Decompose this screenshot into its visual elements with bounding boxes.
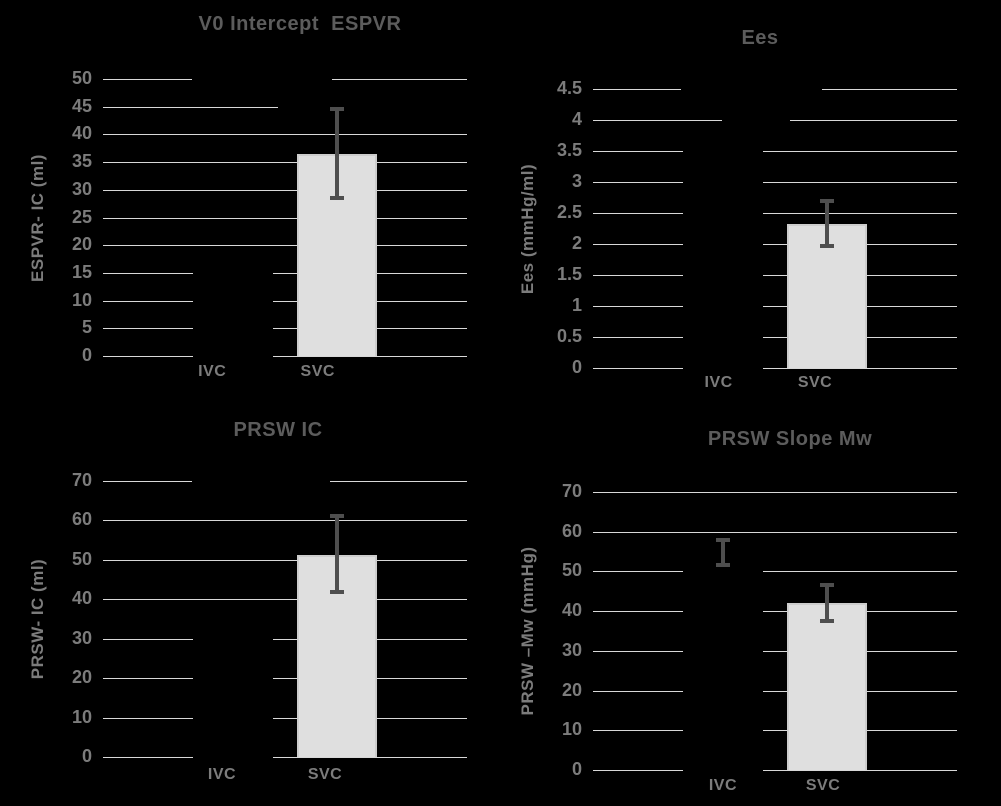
error-bar-cap-svc	[820, 583, 834, 587]
y-tick-label: 10	[561, 719, 582, 739]
error-bar-line-svc	[825, 199, 829, 248]
error-bar-cap-ivc	[716, 563, 730, 567]
y-tick-label: 70	[561, 481, 582, 501]
gridline	[103, 718, 467, 719]
gridline	[593, 306, 957, 307]
y-tick-label: 40	[71, 588, 92, 608]
y-tick-label: 10	[71, 707, 92, 727]
gridline	[593, 611, 957, 612]
error-bar-cap-svc	[820, 619, 834, 623]
y-tick-label: 2	[571, 233, 582, 253]
gridline	[593, 213, 957, 214]
y-tick-label: 4	[571, 109, 582, 129]
y-axis-label: PRSW –Mw (mmHg)	[518, 546, 537, 716]
error-bar-cap-svc	[820, 244, 834, 248]
x-category-label-ivc: IVC	[207, 766, 237, 783]
gridline	[103, 520, 467, 521]
x-category-label-ivc: IVC	[198, 363, 227, 380]
y-tick-label: 35	[71, 151, 92, 171]
gridline	[103, 678, 467, 679]
chart-panel-2	[500, 0, 1001, 400]
error-bar-cap-svc	[820, 199, 834, 203]
y-axis-label: PRSW- IC (ml)	[28, 558, 47, 680]
gridline-gap	[192, 78, 332, 81]
gridline	[593, 275, 957, 276]
bar-svc	[787, 603, 867, 770]
gridline	[103, 273, 467, 274]
y-tick-label: 1.5	[556, 264, 582, 284]
y-tick-label: 2.5	[556, 202, 582, 222]
gridline	[593, 730, 957, 731]
y-tick-label: 0.5	[556, 326, 582, 346]
y-axis-label: ESPVR- IC (ml)	[28, 153, 47, 282]
error-bar-cap-ivc	[716, 538, 730, 542]
chart-panel-3	[0, 400, 500, 806]
y-tick-label: 3	[571, 171, 582, 191]
y-tick-label: 0	[81, 746, 92, 766]
y-tick-label: 45	[71, 96, 92, 116]
error-bar-line-svc	[825, 583, 829, 623]
gridline	[103, 190, 467, 191]
hidden-ivc-bar-gap	[193, 267, 273, 357]
hidden-ivc-bar-gap	[193, 631, 273, 758]
chart-title: PRSW IC	[233, 419, 323, 441]
gridline	[593, 368, 957, 369]
gridline-gap	[278, 106, 467, 109]
y-tick-label: 40	[561, 600, 582, 620]
error-bar-cap-svc	[330, 196, 344, 200]
y-tick-label: 50	[71, 68, 92, 88]
gridline	[593, 651, 957, 652]
x-category-label-svc: SVC	[805, 777, 841, 794]
y-tick-label: 30	[561, 640, 582, 660]
error-bar-cap-svc	[330, 590, 344, 594]
chart-title: V0 Intercept ESPVR	[198, 13, 402, 35]
gridline	[593, 337, 957, 338]
y-tick-label: 70	[71, 470, 92, 490]
gridline	[593, 770, 957, 771]
gridline	[103, 356, 467, 357]
y-tick-label: 3.5	[556, 140, 582, 160]
y-tick-label: 20	[71, 234, 92, 254]
gridline	[593, 151, 957, 152]
y-tick-label: 25	[71, 207, 92, 227]
y-tick-label: 50	[71, 549, 92, 569]
y-tick-label: 0	[571, 357, 582, 377]
gridline-gap	[192, 480, 330, 483]
gridline	[103, 162, 467, 163]
y-tick-label: 0	[81, 345, 92, 365]
y-tick-label: 15	[71, 262, 92, 282]
y-tick-label: 10	[71, 290, 92, 310]
y-tick-label: 40	[71, 123, 92, 143]
y-tick-label: 60	[71, 509, 92, 529]
x-category-label-svc: SVC	[307, 766, 343, 783]
chart-panel-1	[0, 0, 500, 400]
gridline	[593, 492, 957, 493]
gridline	[103, 245, 467, 246]
gridline	[103, 639, 467, 640]
chart-title: Ees	[741, 27, 779, 49]
gridline-gap	[681, 88, 822, 91]
gridline	[103, 301, 467, 302]
gridline-gap	[722, 119, 790, 122]
gridline	[593, 691, 957, 692]
x-category-label-ivc: IVC	[704, 374, 733, 391]
x-category-label-svc: SVC	[797, 374, 833, 391]
y-tick-label: 0	[571, 759, 582, 779]
y-tick-label: 4.5	[556, 78, 582, 98]
y-tick-label: 1	[571, 295, 582, 315]
x-category-label-ivc: IVC	[708, 777, 738, 794]
error-bar-line-svc	[335, 514, 339, 594]
gridline	[593, 532, 957, 533]
y-tick-label: 5	[81, 317, 92, 337]
y-tick-label: 30	[71, 179, 92, 199]
chart-title: PRSW Slope Mw	[707, 428, 873, 450]
gridline	[103, 134, 467, 135]
gridline	[103, 560, 467, 561]
gridline	[103, 757, 467, 758]
gridline	[593, 244, 957, 245]
y-tick-label: 20	[71, 667, 92, 687]
error-bar-line-svc	[335, 107, 339, 200]
y-tick-label: 20	[561, 680, 582, 700]
error-bar-cap-svc	[330, 514, 344, 518]
gridline	[103, 328, 467, 329]
y-tick-label: 30	[71, 628, 92, 648]
x-category-label-svc: SVC	[300, 363, 335, 380]
gridline	[103, 599, 467, 600]
error-bar-cap-svc	[330, 107, 344, 111]
y-axis-label: Ees (mmHg/ml)	[518, 163, 537, 294]
y-tick-label: 60	[561, 521, 582, 541]
hidden-ivc-bar-gap	[683, 129, 763, 369]
gridline	[103, 218, 467, 219]
y-tick-label: 50	[561, 560, 582, 580]
gridline	[593, 571, 957, 572]
gridline	[593, 182, 957, 183]
hidden-ivc-bar-gap	[683, 552, 763, 771]
chart-panel-4	[500, 400, 1001, 806]
